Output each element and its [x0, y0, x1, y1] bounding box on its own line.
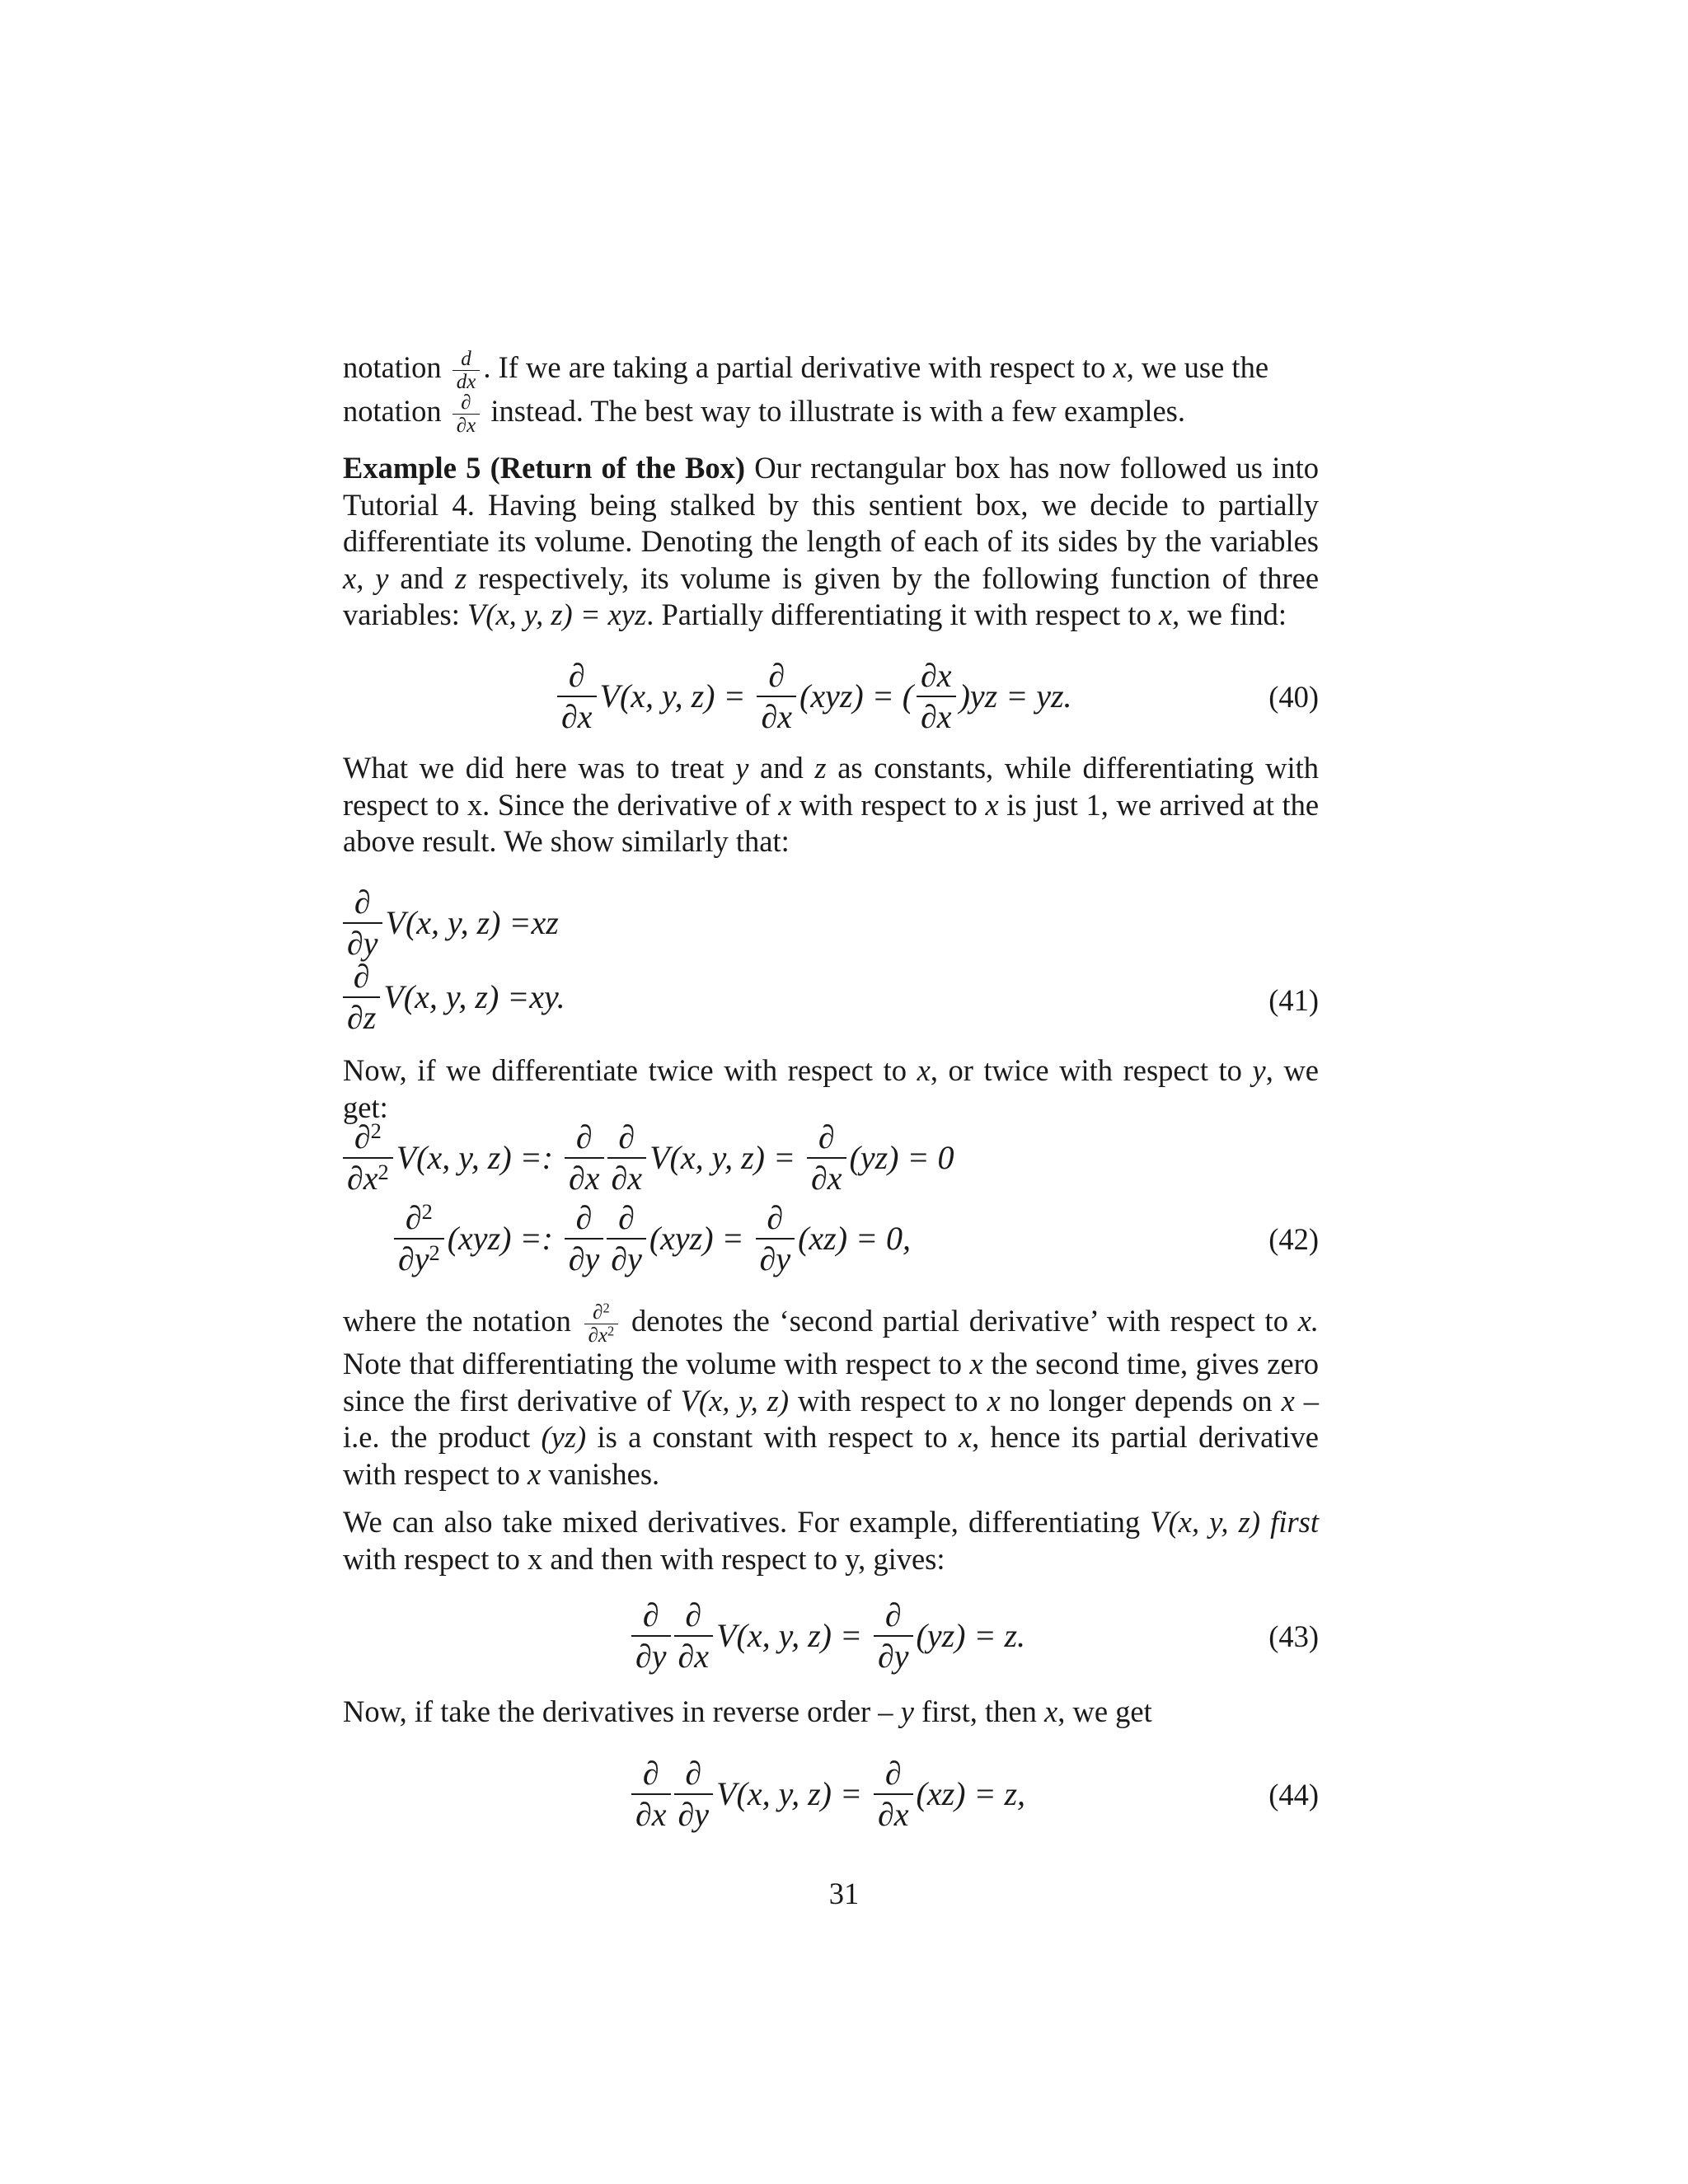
math-var: z: [455, 560, 467, 595]
fraction: [674, 1596, 714, 1675]
text: What we did here was to treat: [343, 751, 724, 785]
math-expression: (xyz) =: [649, 1220, 744, 1257]
math-var: x, y: [343, 560, 389, 595]
fraction-numerator: ∂: [631, 1599, 671, 1637]
superscript: 2: [421, 1199, 433, 1225]
text: with respect to: [798, 1383, 978, 1418]
equation-number: (41): [1268, 983, 1319, 1017]
text: Now, if we differentiate twice with respect to: [343, 1053, 907, 1087]
text: first, then: [921, 1694, 1037, 1728]
superscript: 2: [429, 1240, 440, 1266]
text: . If we are taking a partial derivative with respect to: [483, 349, 1106, 384]
math-var: x: [985, 787, 999, 822]
math-var: x: [1044, 1694, 1058, 1728]
fraction: [757, 659, 796, 733]
equation-number: (42): [1268, 1222, 1319, 1256]
fraction-numerator: [394, 1199, 444, 1240]
fraction-denominator: ∂x: [761, 698, 792, 735]
fraction: [674, 1757, 714, 1831]
fraction-denominator: ∂y: [611, 1240, 642, 1277]
fraction-numerator: ∂: [557, 659, 597, 697]
math-var: z: [814, 751, 827, 785]
fraction-numerator: [343, 1118, 393, 1159]
equation-number: (43): [1268, 1619, 1319, 1653]
fraction-denominator: ∂x: [678, 1638, 710, 1675]
text: , we get:: [343, 1053, 1320, 1124]
fraction-numerator: ∂: [607, 1121, 647, 1159]
fraction: [343, 1118, 393, 1197]
text: Our rectangular box has now followed us into Tutorial 4. Having being stalked by this sentient box, we decide to partially differentiate its volume. Denoting the length of each of its sides by the variables: [343, 451, 1320, 558]
fraction: [917, 659, 956, 733]
fraction-denominator: ∂x: [456, 415, 476, 437]
fraction-denominator: ∂z: [347, 999, 377, 1036]
math-expression: (yz) = 0: [849, 1139, 954, 1176]
text: notation: [343, 349, 442, 384]
fraction-denominator: ∂x: [921, 698, 952, 735]
superscript: 2: [603, 1300, 610, 1316]
fraction: [807, 1118, 846, 1197]
text: instead. The best way to illustrate is with a few examples.: [490, 393, 1186, 428]
fraction-denominator: ∂y: [347, 925, 378, 962]
math-var: x: [778, 787, 792, 822]
partial-dx-fraction: [452, 392, 480, 436]
text: , we use the: [1126, 349, 1269, 384]
math-var: x: [917, 1053, 931, 1087]
math-var: x: [1158, 598, 1173, 631]
math-expression: V(x, y, z) =: [649, 1139, 795, 1176]
paragraph: [343, 1302, 1319, 1493]
fraction-denominator: ∂x: [878, 1796, 909, 1833]
math-expression: V(x, y, z) =xy.: [383, 978, 565, 1015]
text: , or twice with respect to: [930, 1053, 1242, 1087]
text: Note that differentiating the volume with respect to: [343, 1347, 962, 1380]
equation-43: [628, 1596, 1026, 1675]
math-expression: V(x, y, z) =: [599, 677, 746, 715]
text: . Partially differentiating it with respect to: [646, 598, 1151, 631]
fraction-numerator: ∂: [674, 1757, 714, 1795]
text: is just 1, we arrived at the above result. We show similarly that:: [343, 787, 1320, 858]
fraction-numerator: ∂x: [917, 659, 956, 697]
math-var: x: [958, 1420, 973, 1454]
math-var: x.: [1297, 1303, 1320, 1338]
fraction: [565, 1199, 604, 1277]
denominator-text: ∂x: [588, 1324, 608, 1347]
fraction-denominator: ∂x: [811, 1160, 842, 1197]
fraction-numerator: d: [452, 349, 481, 371]
math-var: x: [528, 1456, 542, 1491]
page-number: 31: [828, 1877, 860, 1910]
math-var: x: [1113, 349, 1127, 384]
math-expression: (xz) = z,: [916, 1775, 1026, 1812]
fraction-denominator: [584, 1324, 619, 1346]
fraction-denominator: ∂x: [611, 1160, 643, 1197]
math-expression: V(x, y, z) =: [716, 1617, 862, 1654]
equation-41-row-1: [343, 883, 559, 962]
text: as constants, while differentiating with respect to x. Since the derivative of: [343, 751, 1320, 822]
fraction-denominator: ∂x: [561, 698, 593, 735]
text: denotes the ‘second partial derivative’ with respect to: [631, 1303, 1288, 1338]
fraction-numerator: ∂: [565, 1202, 604, 1240]
fraction-numerator: ∂: [674, 1599, 714, 1637]
text: , we get: [1057, 1694, 1152, 1728]
math-var: x: [1281, 1383, 1295, 1418]
text: where the notation: [343, 1303, 571, 1338]
example-heading: Example 5 (Return of the Box): [343, 451, 746, 485]
math-expression: (yz): [541, 1420, 587, 1454]
superscript: 2: [377, 1160, 389, 1185]
partial-symbol: ∂: [593, 1301, 603, 1324]
paragraph: [343, 750, 1319, 860]
equation-44: [628, 1757, 1025, 1831]
intro-paragraph: [343, 349, 1319, 436]
equation-40: [554, 659, 1072, 733]
fraction: [343, 883, 382, 962]
fraction-numerator: ∂: [807, 1121, 846, 1159]
partial-symbol: ∂: [354, 1118, 371, 1155]
fraction: [874, 1757, 913, 1831]
paragraph: [343, 1052, 1319, 1126]
fraction-numerator: [584, 1302, 619, 1324]
text: with respect to: [799, 787, 978, 822]
fraction-numerator: ∂: [343, 960, 380, 998]
fraction-denominator: [394, 1240, 444, 1276]
text: Now, if take the derivatives in reverse order –: [343, 1694, 893, 1728]
paragraph: [343, 1504, 1319, 1577]
text: no longer depends on: [1009, 1383, 1273, 1418]
math-expression: )yz = yz.: [959, 677, 1072, 715]
fraction-denominator: ∂y: [878, 1638, 909, 1675]
fraction-numerator: ∂: [874, 1757, 913, 1795]
superscript: 2: [607, 1323, 615, 1339]
fraction: [343, 960, 380, 1034]
math-expression: (xyz) =:: [447, 1220, 553, 1257]
text: and: [760, 751, 804, 785]
fraction: [756, 1199, 795, 1277]
text: the second time, gives zero since the first derivative of: [343, 1347, 1319, 1418]
math-expression: V(x, y, z) =: [716, 1775, 862, 1812]
text: notation: [343, 393, 442, 428]
math-expression: V(x, y, z): [680, 1383, 790, 1418]
fraction-numerator: ∂: [757, 659, 796, 697]
fraction-numerator: ∂: [631, 1757, 671, 1795]
fraction-denominator: ∂y: [678, 1796, 710, 1833]
fraction-numerator: ∂: [874, 1599, 913, 1637]
superscript: 2: [370, 1118, 382, 1144]
fraction-denominator: ∂x: [569, 1160, 600, 1197]
math-expression: V(x, y, z) =:: [396, 1139, 553, 1176]
math-expression: V(x, y, z) =xz: [385, 904, 559, 941]
equation-41-row-2: [343, 958, 565, 1036]
text: with respect to x and then with respect to y, gives:: [343, 1541, 945, 1576]
math-expression: V(x, y, z): [1150, 1505, 1261, 1539]
math-expression: (yz) = z.: [916, 1617, 1026, 1654]
fraction: [874, 1596, 913, 1675]
math-var: y: [900, 1694, 914, 1728]
equation-42-row-2: [394, 1199, 912, 1277]
fraction: [631, 1757, 671, 1831]
fraction: [557, 659, 597, 733]
equation-42-row-1: [343, 1118, 954, 1197]
fraction-denominator: ∂y: [635, 1638, 667, 1675]
second-partial-fraction: [584, 1302, 619, 1346]
fraction-numerator: ∂: [343, 886, 382, 924]
fraction-denominator: ∂y: [759, 1240, 791, 1277]
d-dx-fraction: [452, 349, 481, 392]
math-expression: (xz) = 0,: [798, 1220, 912, 1257]
fraction-denominator: dx: [456, 371, 476, 393]
math-var: y: [735, 751, 749, 785]
fraction-denominator: [343, 1159, 393, 1195]
math-var: x: [987, 1383, 1001, 1418]
fraction-denominator: ∂y: [568, 1240, 600, 1277]
text: vanishes.: [548, 1456, 660, 1491]
math-var: x: [969, 1347, 983, 1380]
math-expression: V(x, y, z) = xyz: [467, 598, 647, 631]
fraction: [607, 1118, 647, 1197]
equation-number: (44): [1268, 1778, 1319, 1811]
fraction: [394, 1199, 444, 1277]
fraction-numerator: ∂: [452, 392, 480, 415]
math-var: y: [1252, 1053, 1266, 1087]
denominator-text: ∂y: [398, 1240, 429, 1277]
fraction-numerator: ∂: [756, 1202, 795, 1240]
text: respectively, its volume is given by the following function of three variables:: [343, 560, 1320, 631]
fraction-numerator: ∂: [607, 1202, 646, 1240]
fraction: [631, 1596, 671, 1675]
partial-symbol: ∂: [405, 1199, 422, 1236]
paragraph: [343, 1694, 1319, 1731]
text: We can also take mixed derivatives. For example, differentiating: [343, 1505, 1141, 1539]
text: and: [400, 560, 444, 595]
equation-number: (40): [1268, 680, 1319, 714]
text: , hence its partial derivative with respect to: [343, 1420, 1320, 1491]
text: , we find:: [1172, 598, 1287, 631]
fraction-denominator: ∂x: [635, 1796, 667, 1833]
fraction: [607, 1199, 646, 1277]
fraction-numerator: ∂: [565, 1121, 604, 1159]
denominator-text: ∂x: [347, 1160, 378, 1197]
text: – i.e. the product: [343, 1383, 1320, 1454]
math-expression: (xyz) = (: [799, 677, 914, 715]
example-paragraph: [343, 450, 1319, 634]
text: is a constant with respect to: [597, 1420, 948, 1454]
emphasis-text: first: [1270, 1505, 1320, 1539]
fraction: [565, 1118, 604, 1197]
